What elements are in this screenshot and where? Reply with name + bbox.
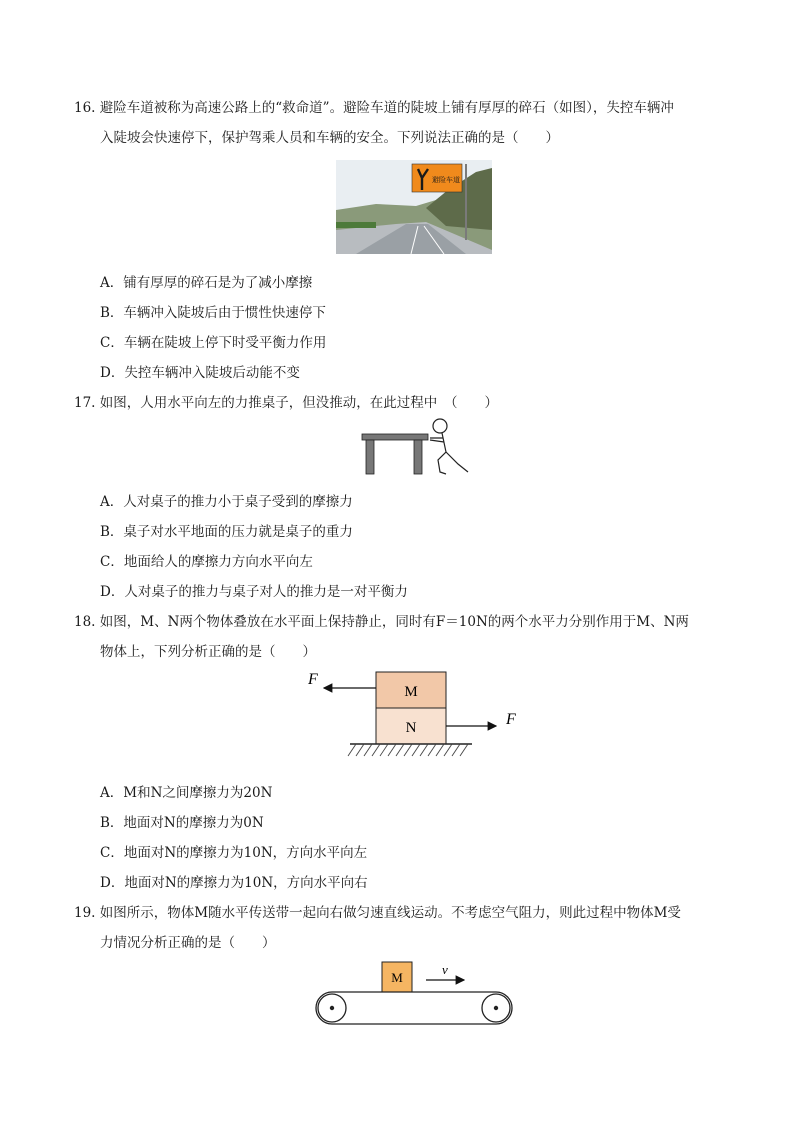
conveyor-block-label: M — [391, 970, 403, 985]
q18-stem-2: 物体上，下列分析正确的是（ ） — [100, 644, 316, 660]
q18-option-b: B．地面对N的摩擦力为0N — [100, 815, 264, 831]
force-right-label: F — [506, 711, 516, 728]
q16-option-b: B．车辆冲入陡坡后由于惯性快速停下 — [100, 305, 326, 321]
ground-hatching — [348, 744, 468, 756]
q17-stem-1: 如图，人用水平向左的力推桌子，但没推动，在此过程中 （ ） — [99, 395, 499, 411]
q16-line1 — [74, 98, 674, 118]
q17-option-a: A．人对桌子的推力小于桌子受到的摩擦力 — [100, 494, 353, 510]
force-left-label: F — [308, 671, 318, 688]
person-pushing-table-figure — [360, 416, 470, 478]
q17-option-c: C．地面给人的摩擦力方向水平向左 — [100, 554, 313, 570]
q17-option-d: D．人对桌子的推力与桌子对人的推力是一对平衡力 — [100, 584, 408, 600]
q17-line1 — [74, 393, 498, 413]
velocity-label: v — [442, 962, 448, 977]
stacked-blocks-figure — [300, 664, 530, 760]
q18-line1 — [74, 612, 689, 632]
q18-number: 18. — [74, 614, 96, 630]
q19-line1 — [74, 903, 681, 923]
q17-number: 17. — [74, 395, 96, 411]
q16-option-d: D．失控车辆冲入陡坡后动能不变 — [100, 365, 300, 381]
q19-stem-2: 力情况分析正确的是（ ） — [100, 935, 276, 951]
q19-number: 19. — [74, 905, 96, 921]
q17-option-b: B．桌子对水平地面的压力就是桌子的重力 — [100, 524, 353, 540]
block-n-label: N — [405, 720, 417, 736]
q18-stem-1: 如图，M、N两个物体叠放在水平面上保持静止，同时有F＝10N的两个水平力分别作用于M、N两 — [99, 614, 689, 630]
q16-option-c: C．车辆在陡坡上停下时受平衡力作用 — [100, 335, 327, 351]
q16-option-a: A．铺有厚厚的碎石是为了减小摩擦 — [100, 275, 313, 291]
block-m-label: M — [404, 684, 418, 700]
conveyor-belt-figure — [312, 958, 516, 1028]
q18-option-c: C．地面对N的摩擦力为10N，方向水平向左 — [100, 845, 368, 861]
q18-option-a: A．M和N之间摩擦力为20N — [100, 785, 273, 801]
q16-number: 16. — [74, 100, 96, 116]
ramp-sign-text: 避险车道 — [432, 176, 460, 184]
q16-stem-2: 入陡坡会快速停下，保护驾乘人员和车辆的安全。下列说法正确的是（ ） — [100, 130, 559, 146]
q18-option-d: D．地面对N的摩擦力为10N，方向水平向右 — [100, 875, 368, 891]
runaway-ramp-photo — [336, 160, 492, 254]
q16-stem-1: 避险车道被称为高速公路上的“救命道”。避险车道的陡坡上铺有厚厚的碎石（如图），失控车辆冲 — [99, 100, 674, 116]
q19-stem-1: 如图所示，物体M随水平传送带一起向右做匀速直线运动。不考虑空气阻力，则此过程中物体M受 — [99, 905, 681, 921]
